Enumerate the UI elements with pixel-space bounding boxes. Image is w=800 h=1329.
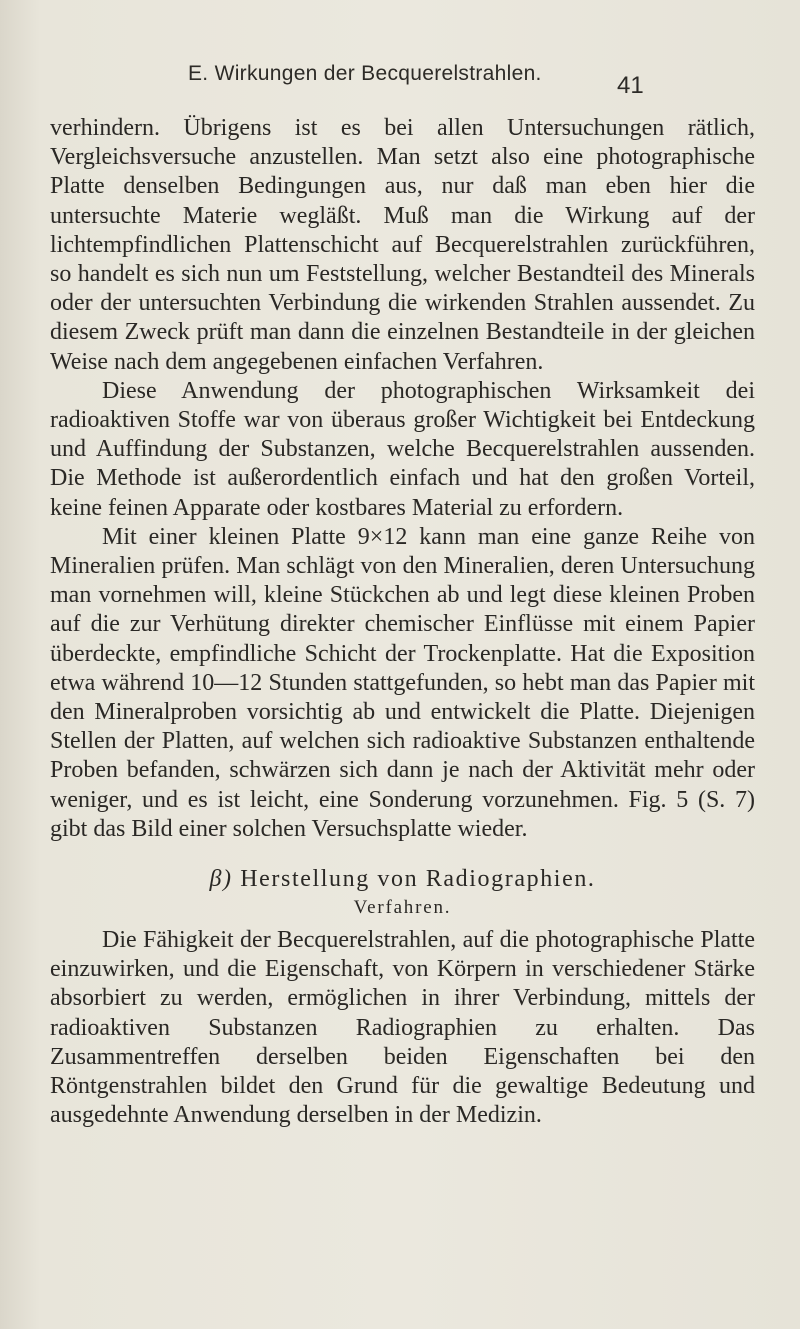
paragraph-2: Diese Anwendung der photographischen Wirksamkeit dei radioaktiven Stoffe war von überaus großer Wichtigkeit bei Entdeckung und Auffindung der Substanzen, welche Becquerelstrahlen aussenden. Die Methode ist außerordentlich einfach und hat den großen Vorteil, keine feinen Apparate oder kostbares Material zu erfordern. — [50, 377, 755, 521]
paragraph-4: Die Fähigkeit der Becquerelstrahlen, auf die photographische Platte einzuwirken, und die Eigenschaft, von Körpern in verschiedener Stärke absorbiert zu werden, ermöglichen in ihrer Verbindung, mittels der radioaktiven Substanzen Radiographien zu erhalten. Das Zusammentreffen derselben beiden Eigenschaften bei den Röntgenstrahlen bildet den Grund für die gewaltige Bedeutung und ausgedehnte Anwendung derselben in der Medizin. — [50, 927, 755, 1129]
section-subtitle: Verfahren. — [353, 897, 452, 919]
paragraph-3: Mit einer kleinen Platte 9×12 kann man eine ganze Reihe von Mineralien prüfen. Man schlägt von den Mineralien, deren Untersuchung man vornehmen will, kleine Stückchen ab und legt diese kleinen Proben auf die zur Verhütung direkter chemischer Einflüsse mit einem Papier überdeckte, empfindliche Schicht der Trockenplatte. Hat die Exposition etwa während 10—12 Stunden stattgefunden, so hebt man das Papier mit den Mineralproben vorsichtig ab und entwickelt die Platte. Diejenigen Stellen der Platten, auf welchen sich radioaktive Substanzen enthaltende Proben befanden, schwärzen sich dann je nach der Aktivität mehr oder weniger, und es ist leicht, eine Sonderung vorzunehmen. Fig. 5 (S. 7) gibt das Bild einer solchen Versuchsplatte wieder. — [50, 523, 755, 842]
section-title: Herstellung von Radiographien. — [240, 866, 596, 893]
page-header — [0, 62, 800, 102]
running-head: E. Wirkungen der Becquerelstrahlen. — [188, 62, 542, 85]
section-marker: β) — [209, 866, 233, 893]
page-number: 41 — [617, 72, 644, 99]
section-heading — [50, 864, 755, 894]
page-body — [50, 114, 755, 1131]
paragraph-1: verhindern. Übrigens ist es bei allen Untersuchungen rätlich, Vergleichsversuche anzustellen. Man setzt also eine photographische Platte denselben Bedingungen aus, nur daß man eben hier die untersuchte Materie wegläßt. Muß man die Wirkung auf der lichtempfindlichen Plattenschicht auf Becquerelstrahlen zurückführen, so handelt es sich nun um Feststellung, welcher Bestandteil des Minerals oder der untersuchten Verbindung die wirkenden Strahlen aussendet. Zu diesem Zweck prüft man dann die einzelnen Bestandteile in der gleichen Weise nach dem angegebenen einfachen Verfahren. — [50, 115, 755, 375]
